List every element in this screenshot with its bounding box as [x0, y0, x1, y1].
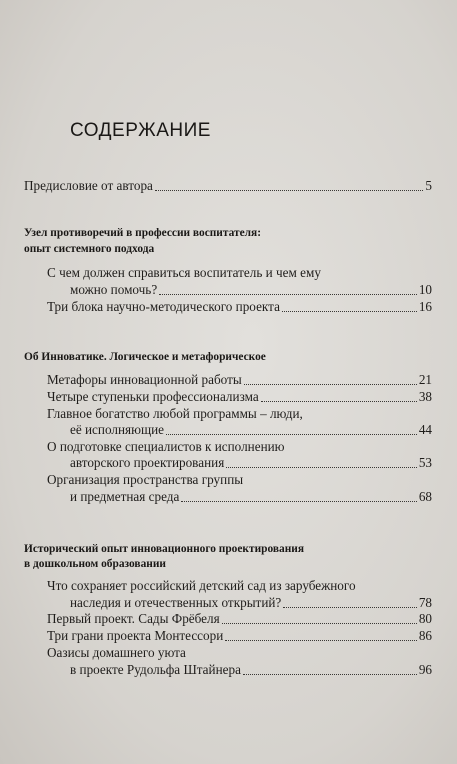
toc-entry-title: можно помочь? — [70, 282, 158, 297]
page-title: СОДЕРЖАНИЕ — [70, 120, 211, 141]
toc-entry-title: Предисловие от автора — [24, 178, 153, 193]
section-title: Исторический опыт инновационного проектирования — [24, 543, 305, 555]
toc-entry-title: Организация пространства группы — [47, 472, 244, 487]
leader-dots — [243, 674, 417, 675]
leader-dots — [225, 640, 417, 641]
leader-dots — [261, 401, 417, 402]
toc-entry-page: 96 — [418, 662, 432, 677]
toc-entry-title: Метафоры инновационной работы — [47, 372, 242, 387]
toc-entry-title: наследия и отечественных открытий? — [70, 595, 282, 610]
toc-entry-page: 16 — [418, 299, 432, 314]
toc-entry-title: её исполняющие — [70, 422, 165, 437]
leader-dots — [222, 623, 417, 624]
leader-dots — [181, 501, 416, 502]
toc-entry-page: 44 — [418, 422, 432, 437]
section-title: в дошкольном образовании — [24, 558, 166, 570]
toc-entry — [70, 595, 432, 611]
toc-entry-page: 5 — [425, 178, 432, 193]
leader-dots — [226, 467, 417, 468]
leader-dots — [166, 434, 417, 435]
toc-entry-title: Четыре ступеньки профессионализма — [47, 389, 259, 404]
toc-entry-title: О подготовке специалистов к исполнению — [47, 439, 285, 454]
toc-entry-title: и предметная среда — [70, 489, 180, 504]
leader-dots — [283, 607, 417, 608]
toc-entry-title: в проекте Рудольфа Штайнера — [70, 662, 241, 677]
toc-entry — [47, 611, 432, 627]
toc-entry — [70, 489, 432, 505]
leader-dots — [282, 311, 417, 312]
toc-entry — [70, 422, 432, 438]
leader-dots — [159, 294, 417, 295]
toc-entry — [47, 299, 432, 315]
toc-entry — [47, 628, 432, 644]
toc-entry-title: Оазисы домашнего уюта — [47, 645, 186, 660]
toc-entry — [70, 282, 432, 298]
toc-entry-title: Что сохраняет российский детский сад из зарубежного — [47, 578, 356, 593]
toc-entry-page: 38 — [418, 389, 432, 404]
toc-entry-page: 21 — [418, 372, 432, 387]
toc-entry-page: 53 — [418, 455, 432, 470]
toc-entry-title: Три блока научно-методического проекта — [47, 299, 280, 314]
section-title: опыт системного подхода — [24, 243, 155, 255]
toc-entry-page: 68 — [418, 489, 432, 504]
leader-dots — [244, 384, 417, 385]
toc-entry-page: 10 — [418, 282, 432, 297]
toc-entry — [47, 389, 432, 405]
section-title: Узел противоречий в профессии воспитателя: — [24, 227, 262, 239]
section-title: Об Инноватике. Логическое и метафорическое — [24, 351, 266, 363]
toc-entry — [70, 662, 432, 678]
toc-entry-page: 80 — [418, 611, 432, 626]
toc-entry-title: С чем должен справиться воспитатель и чем ему — [47, 265, 321, 280]
toc-entry — [47, 372, 432, 388]
toc-entry-page: 86 — [418, 628, 432, 643]
toc-entry-title: Первый проект. Сады Фрёбеля — [47, 611, 220, 626]
toc-entry-title: Главное богатство любой программы – люди, — [47, 406, 303, 421]
toc-entry-title: Три грани проекта Монтессори — [47, 628, 224, 643]
toc-entry — [70, 455, 432, 471]
toc-entry-title: авторского проектирования — [70, 455, 225, 470]
toc-entry-page: 78 — [418, 595, 432, 610]
leader-dots — [155, 190, 424, 191]
toc-entry-preface — [24, 178, 432, 194]
